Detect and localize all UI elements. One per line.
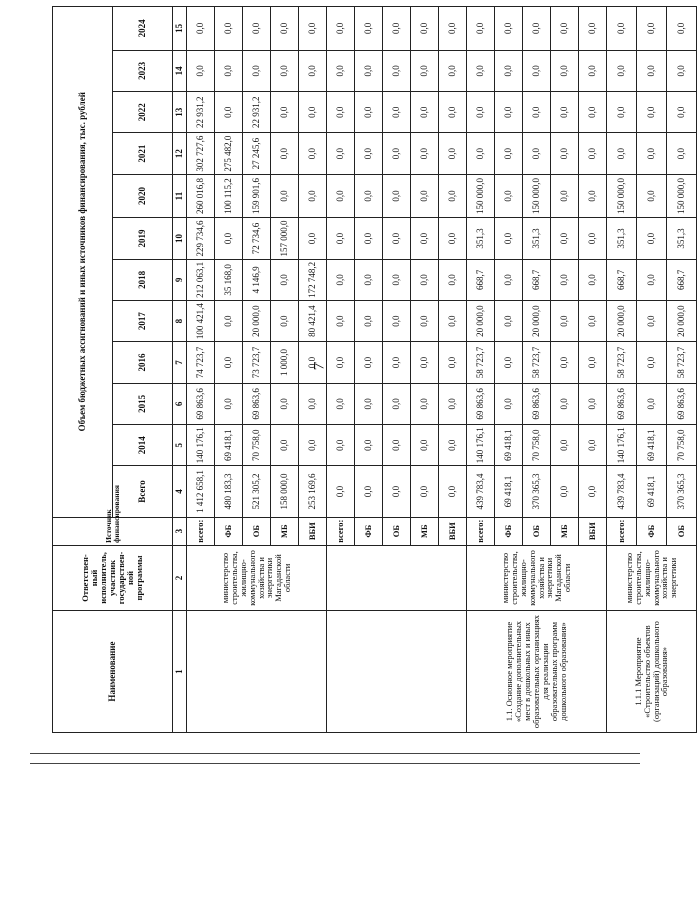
amount-cell: 0,0 — [467, 50, 495, 91]
amount-cell: 157 000,0 — [271, 218, 299, 259]
amount-cell: 0,0 — [551, 301, 579, 342]
column-index: 10 — [173, 218, 187, 259]
amount-cell: 159 901,6 — [243, 174, 271, 218]
amount-cell: 0,0 — [551, 50, 579, 91]
amount-cell: 70 758,0 — [667, 425, 697, 466]
amount-cell: 0,0 — [355, 301, 383, 342]
funding-source: ВБИ — [439, 517, 467, 545]
amount-cell: 0,0 — [383, 301, 411, 342]
amount-cell: 0,0 — [411, 218, 439, 259]
amount-cell: 0,0 — [299, 7, 327, 51]
funding-source: ФБ — [355, 517, 383, 545]
funding-source: МБ — [411, 517, 439, 545]
divider-line — [30, 753, 640, 754]
amount-cell: 0,0 — [607, 133, 637, 174]
amount-cell: 260 016,8 — [187, 174, 215, 218]
amount-cell: 0,0 — [607, 50, 637, 91]
funding-source: ФБ — [637, 517, 667, 545]
amount-cell: 0,0 — [271, 301, 299, 342]
amount-cell: 253 169,6 — [299, 466, 327, 517]
amount-cell: 20 000,0 — [607, 301, 637, 342]
amount-cell: 275 482,0 — [215, 133, 243, 174]
amount-cell: 0,0 — [637, 7, 667, 51]
amount-cell: 0,0 — [439, 383, 467, 424]
amount-cell: 0,0 — [637, 133, 667, 174]
amount-cell: 212 063,1 — [187, 259, 215, 300]
amount-cell: 58 723,7 — [667, 342, 697, 383]
amount-cell: 72 734,6 — [243, 218, 271, 259]
header-responsible: Ответствен-ный исполнитель, участник государствен-ной программы — [53, 545, 173, 610]
amount-cell: 0,0 — [637, 301, 667, 342]
amount-cell: 20 000,0 — [667, 301, 697, 342]
activity-name — [187, 611, 327, 733]
amount-cell: 0,0 — [299, 133, 327, 174]
amount-cell: 0,0 — [439, 133, 467, 174]
amount-cell: 69 418,1 — [495, 466, 523, 517]
amount-cell: 0,0 — [495, 133, 523, 174]
column-index: 7 — [173, 342, 187, 383]
amount-cell: 20 000,0 — [523, 301, 551, 342]
amount-cell: 0,0 — [467, 92, 495, 133]
funding-source: ОБ — [667, 517, 697, 545]
amount-cell: 0,0 — [467, 7, 495, 51]
amount-cell: 58 723,7 — [607, 342, 637, 383]
column-index: 11 — [173, 174, 187, 218]
amount-cell: 0,0 — [495, 301, 523, 342]
amount-cell: 150 000,0 — [667, 174, 697, 218]
amount-cell: 0,0 — [271, 383, 299, 424]
column-index: 5 — [173, 425, 187, 466]
year-header: 2020 — [113, 174, 173, 218]
amount-cell: 20 000,0 — [467, 301, 495, 342]
column-index: 3 — [173, 517, 187, 545]
amount-cell: 0,0 — [607, 92, 637, 133]
year-header: 2014 — [113, 425, 173, 466]
amount-cell: 0,0 — [637, 218, 667, 259]
amount-cell: 0,0 — [383, 92, 411, 133]
amount-cell: 0,0 — [271, 133, 299, 174]
amount-cell: 69 863,6 — [523, 383, 551, 424]
funding-source: МБ — [551, 517, 579, 545]
amount-cell: 0,0 — [523, 133, 551, 174]
amount-cell: 0,0 — [637, 342, 667, 383]
amount-cell: 0,0 — [579, 301, 607, 342]
table-row — [607, 7, 637, 733]
amount-cell: 0,0 — [495, 259, 523, 300]
amount-cell: 0,0 — [495, 50, 523, 91]
table-row — [327, 7, 355, 733]
amount-cell: 0,0 — [523, 92, 551, 133]
amount-cell: 0,0 — [355, 383, 383, 424]
amount-cell: 0,0 — [495, 92, 523, 133]
amount-cell: 0,0 — [215, 92, 243, 133]
funding-source: ВБИ — [579, 517, 607, 545]
amount-cell: 150 000,0 — [467, 174, 495, 218]
amount-cell: 69 863,6 — [187, 383, 215, 424]
amount-cell: 69 863,6 — [667, 383, 697, 424]
funding-source: всего: — [467, 517, 495, 545]
amount-cell: 0,0 — [383, 259, 411, 300]
amount-cell: 0,0 — [411, 466, 439, 517]
amount-cell: 0,0 — [579, 466, 607, 517]
amount-cell: 370 365,3 — [523, 466, 551, 517]
amount-cell: 668,7 — [523, 259, 551, 300]
amount-cell: 0,0 — [383, 466, 411, 517]
funding-source: всего: — [327, 517, 355, 545]
amount-cell: 0,0 — [243, 50, 271, 91]
amount-cell: 0,0 — [327, 259, 355, 300]
amount-cell: 0,0 — [299, 342, 327, 383]
amount-cell: 0,0 — [271, 174, 299, 218]
amount-cell: 0,0 — [411, 50, 439, 91]
amount-cell: 0,0 — [411, 342, 439, 383]
funding-source: всего: — [187, 517, 215, 545]
amount-cell: 69 418,1 — [637, 466, 667, 517]
amount-cell: 302 727,6 — [187, 133, 215, 174]
amount-cell: 0,0 — [327, 466, 355, 517]
amount-cell: 0,0 — [215, 7, 243, 51]
amount-cell: 0,0 — [579, 92, 607, 133]
column-index: 15 — [173, 7, 187, 51]
amount-cell: 0,0 — [551, 259, 579, 300]
amount-cell: 69 418,1 — [495, 425, 523, 466]
amount-cell: 0,0 — [271, 92, 299, 133]
amount-cell: 0,0 — [579, 50, 607, 91]
year-header: 2022 — [113, 92, 173, 133]
year-header: 2019 — [113, 218, 173, 259]
amount-cell: 668,7 — [667, 259, 697, 300]
amount-cell: 0,0 — [299, 383, 327, 424]
amount-cell: 140 176,1 — [467, 425, 495, 466]
amount-cell: 158 000,0 — [271, 466, 299, 517]
amount-cell: 0,0 — [495, 174, 523, 218]
amount-cell: 0,0 — [215, 342, 243, 383]
amount-cell: 0,0 — [299, 174, 327, 218]
amount-cell: 0,0 — [215, 383, 243, 424]
amount-cell: 35 168,0 — [215, 259, 243, 300]
year-header: 2015 — [113, 383, 173, 424]
amount-cell: 58 723,7 — [467, 342, 495, 383]
amount-cell: 69 418,1 — [637, 425, 667, 466]
amount-cell: 0,0 — [411, 383, 439, 424]
amount-cell: 0,0 — [637, 174, 667, 218]
amount-cell: 351,3 — [523, 218, 551, 259]
amount-cell: 0,0 — [383, 50, 411, 91]
amount-cell: 1 000,0 — [271, 342, 299, 383]
amount-cell: 0,0 — [495, 342, 523, 383]
amount-cell: 0,0 — [551, 218, 579, 259]
amount-cell: 351,3 — [667, 218, 697, 259]
amount-cell: 172 748,2 — [299, 259, 327, 300]
header-funding: Объем бюджетных ассигнований и иных источников финансирования, тыс. рублей — [53, 7, 113, 518]
divider-line-2 — [30, 763, 640, 764]
amount-cell: 1 412 658,1 — [187, 466, 215, 517]
amount-cell: 0,0 — [355, 133, 383, 174]
amount-cell: 0,0 — [243, 7, 271, 51]
year-header: Всего — [113, 466, 173, 517]
amount-cell: 0,0 — [551, 466, 579, 517]
amount-cell: 0,0 — [411, 259, 439, 300]
amount-cell: 0,0 — [579, 133, 607, 174]
amount-cell: 0,0 — [523, 50, 551, 91]
column-index: 4 — [173, 466, 187, 517]
year-header: 2018 — [113, 259, 173, 300]
page-number: 7 — [311, 362, 328, 371]
year-header: 2016 — [113, 342, 173, 383]
amount-cell: 0,0 — [355, 92, 383, 133]
amount-cell: 0,0 — [383, 218, 411, 259]
funding-source: ОБ — [383, 517, 411, 545]
amount-cell: 0,0 — [327, 50, 355, 91]
amount-cell: 74 723,7 — [187, 342, 215, 383]
activity-name — [327, 611, 467, 733]
amount-cell: 0,0 — [551, 342, 579, 383]
amount-cell: 0,0 — [271, 425, 299, 466]
amount-cell: 0,0 — [411, 133, 439, 174]
amount-cell: 0,0 — [411, 174, 439, 218]
amount-cell: 351,3 — [607, 218, 637, 259]
responsible-executor — [327, 545, 467, 610]
column-index: 6 — [173, 383, 187, 424]
amount-cell: 0,0 — [551, 92, 579, 133]
amount-cell: 0,0 — [439, 342, 467, 383]
amount-cell: 0,0 — [327, 218, 355, 259]
amount-cell: 0,0 — [355, 342, 383, 383]
amount-cell: 521 305,2 — [243, 466, 271, 517]
amount-cell: 0,0 — [215, 218, 243, 259]
amount-cell: 0,0 — [383, 174, 411, 218]
amount-cell: 0,0 — [355, 174, 383, 218]
responsible-executor: министерство строительства, жилищно-коммунального хозяйства и энергетики — [607, 545, 697, 610]
amount-cell: 0,0 — [187, 50, 215, 91]
amount-cell: 0,0 — [355, 7, 383, 51]
amount-cell: 0,0 — [327, 425, 355, 466]
amount-cell: 69 863,6 — [607, 383, 637, 424]
amount-cell: 0,0 — [327, 383, 355, 424]
funding-source: МБ — [271, 517, 299, 545]
amount-cell: 0,0 — [667, 50, 697, 91]
column-index: 14 — [173, 50, 187, 91]
amount-cell: 0,0 — [637, 383, 667, 424]
column-index: 2 — [173, 545, 187, 610]
amount-cell: 0,0 — [327, 301, 355, 342]
column-index: 13 — [173, 92, 187, 133]
funding-source: ОБ — [243, 517, 271, 545]
amount-cell: 0,0 — [579, 218, 607, 259]
amount-cell: 0,0 — [187, 7, 215, 51]
amount-cell: 0,0 — [667, 133, 697, 174]
amount-cell: 70 758,0 — [243, 425, 271, 466]
amount-cell: 0,0 — [579, 7, 607, 51]
amount-cell: 0,0 — [439, 218, 467, 259]
amount-cell: 0,0 — [355, 466, 383, 517]
amount-cell: 27 245,6 — [243, 133, 271, 174]
amount-cell: 229 734,6 — [187, 218, 215, 259]
amount-cell: 0,0 — [439, 50, 467, 91]
amount-cell: 0,0 — [551, 133, 579, 174]
column-index: 8 — [173, 301, 187, 342]
amount-cell: 0,0 — [411, 425, 439, 466]
amount-cell: 140 176,1 — [607, 425, 637, 466]
amount-cell: 0,0 — [579, 342, 607, 383]
amount-cell: 480 183,3 — [215, 466, 243, 517]
activity-name: 1.1. Основное мероприятие «Создание дополнительных мест в дошкольных и иных образовательных организациях для реализации образовательных программ дошкольного образования» — [467, 611, 607, 733]
funding-source: ВБИ — [299, 517, 327, 545]
amount-cell: 0,0 — [551, 425, 579, 466]
amount-cell: 0,0 — [299, 218, 327, 259]
amount-cell: 0,0 — [551, 383, 579, 424]
amount-cell: 0,0 — [271, 7, 299, 51]
amount-cell: 80 421,4 — [299, 301, 327, 342]
activity-name: 1.1.1 Мероприятие «Строительство объектов (организаций) дошкольного образования» — [607, 611, 697, 733]
header-source: Источник финансирования — [53, 517, 173, 545]
amount-cell: 0,0 — [355, 259, 383, 300]
year-header: 2024 — [113, 7, 173, 51]
amount-cell: 0,0 — [495, 218, 523, 259]
amount-cell: 0,0 — [327, 133, 355, 174]
amount-cell: 0,0 — [467, 133, 495, 174]
amount-cell: 69 863,6 — [467, 383, 495, 424]
amount-cell: 0,0 — [607, 7, 637, 51]
responsible-executor: министерство строительства, жилищно-коммунального хозяйства и энергетики Магаданской области — [187, 545, 327, 610]
amount-cell: 0,0 — [579, 425, 607, 466]
amount-cell: 0,0 — [355, 50, 383, 91]
amount-cell: 0,0 — [327, 7, 355, 51]
amount-cell: 0,0 — [383, 342, 411, 383]
amount-cell: 0,0 — [299, 425, 327, 466]
amount-cell: 0,0 — [327, 92, 355, 133]
amount-cell: 0,0 — [411, 7, 439, 51]
amount-cell: 0,0 — [637, 92, 667, 133]
header-name: Наименование — [53, 611, 173, 733]
amount-cell: 0,0 — [327, 342, 355, 383]
amount-cell: 0,0 — [667, 7, 697, 51]
amount-cell: 0,0 — [299, 92, 327, 133]
table-row — [187, 7, 215, 733]
amount-cell: 439 783,4 — [467, 466, 495, 517]
amount-cell: 0,0 — [439, 301, 467, 342]
amount-cell: 0,0 — [495, 7, 523, 51]
amount-cell: 58 723,7 — [523, 342, 551, 383]
amount-cell: 0,0 — [439, 466, 467, 517]
year-header: 2023 — [113, 50, 173, 91]
funding-source: всего: — [607, 517, 637, 545]
amount-cell: 0,0 — [551, 174, 579, 218]
amount-cell: 0,0 — [439, 259, 467, 300]
column-index: 9 — [173, 259, 187, 300]
amount-cell: 0,0 — [383, 7, 411, 51]
amount-cell: 22 931,2 — [187, 92, 215, 133]
amount-cell: 70 758,0 — [523, 425, 551, 466]
amount-cell: 439 783,4 — [607, 466, 637, 517]
column-index: 1 — [173, 611, 187, 733]
amount-cell: 22 931,2 — [243, 92, 271, 133]
amount-cell: 668,7 — [467, 259, 495, 300]
amount-cell: 0,0 — [271, 259, 299, 300]
amount-cell: 0,0 — [579, 174, 607, 218]
amount-cell: 0,0 — [439, 92, 467, 133]
amount-cell: 73 723,7 — [243, 342, 271, 383]
amount-cell: 0,0 — [271, 50, 299, 91]
year-header: 2021 — [113, 133, 173, 174]
funding-source: ФБ — [495, 517, 523, 545]
amount-cell: 370 365,3 — [667, 466, 697, 517]
funding-source: ОБ — [523, 517, 551, 545]
amount-cell: 0,0 — [667, 92, 697, 133]
amount-cell: 0,0 — [579, 259, 607, 300]
year-header: 2017 — [113, 301, 173, 342]
amount-cell: 150 000,0 — [607, 174, 637, 218]
amount-cell: 0,0 — [579, 383, 607, 424]
amount-cell: 69 418,1 — [215, 425, 243, 466]
amount-cell: 0,0 — [439, 174, 467, 218]
amount-cell: 100 421,4 — [187, 301, 215, 342]
table-row — [467, 7, 495, 733]
amount-cell: 0,0 — [215, 50, 243, 91]
amount-cell: 0,0 — [383, 133, 411, 174]
amount-cell: 4 146,9 — [243, 259, 271, 300]
amount-cell: 0,0 — [383, 425, 411, 466]
amount-cell: 0,0 — [215, 301, 243, 342]
amount-cell: 0,0 — [439, 7, 467, 51]
amount-cell: 0,0 — [637, 50, 667, 91]
amount-cell: 0,0 — [355, 425, 383, 466]
amount-cell: 0,0 — [383, 383, 411, 424]
amount-cell: 0,0 — [411, 301, 439, 342]
amount-cell: 0,0 — [299, 50, 327, 91]
funding-source: ФБ — [215, 517, 243, 545]
amount-cell: 140 176,1 — [187, 425, 215, 466]
amount-cell: 0,0 — [637, 259, 667, 300]
column-index-row — [173, 7, 187, 733]
amount-cell: 351,3 — [467, 218, 495, 259]
amount-cell: 668,7 — [607, 259, 637, 300]
amount-cell: 0,0 — [495, 383, 523, 424]
amount-cell: 0,0 — [355, 218, 383, 259]
amount-cell: 0,0 — [439, 425, 467, 466]
amount-cell: 20 000,0 — [243, 301, 271, 342]
amount-cell: 69 863,6 — [243, 383, 271, 424]
funding-table — [52, 6, 697, 733]
amount-cell: 0,0 — [411, 92, 439, 133]
amount-cell: 100 115,2 — [215, 174, 243, 218]
amount-cell: 150 000,0 — [523, 174, 551, 218]
amount-cell: 0,0 — [551, 7, 579, 51]
responsible-executor: министерство строительства, жилищно-коммунального хозяйства и энергетики Магаданской области — [467, 545, 607, 610]
column-index: 12 — [173, 133, 187, 174]
amount-cell: 0,0 — [327, 174, 355, 218]
amount-cell: 0,0 — [523, 7, 551, 51]
